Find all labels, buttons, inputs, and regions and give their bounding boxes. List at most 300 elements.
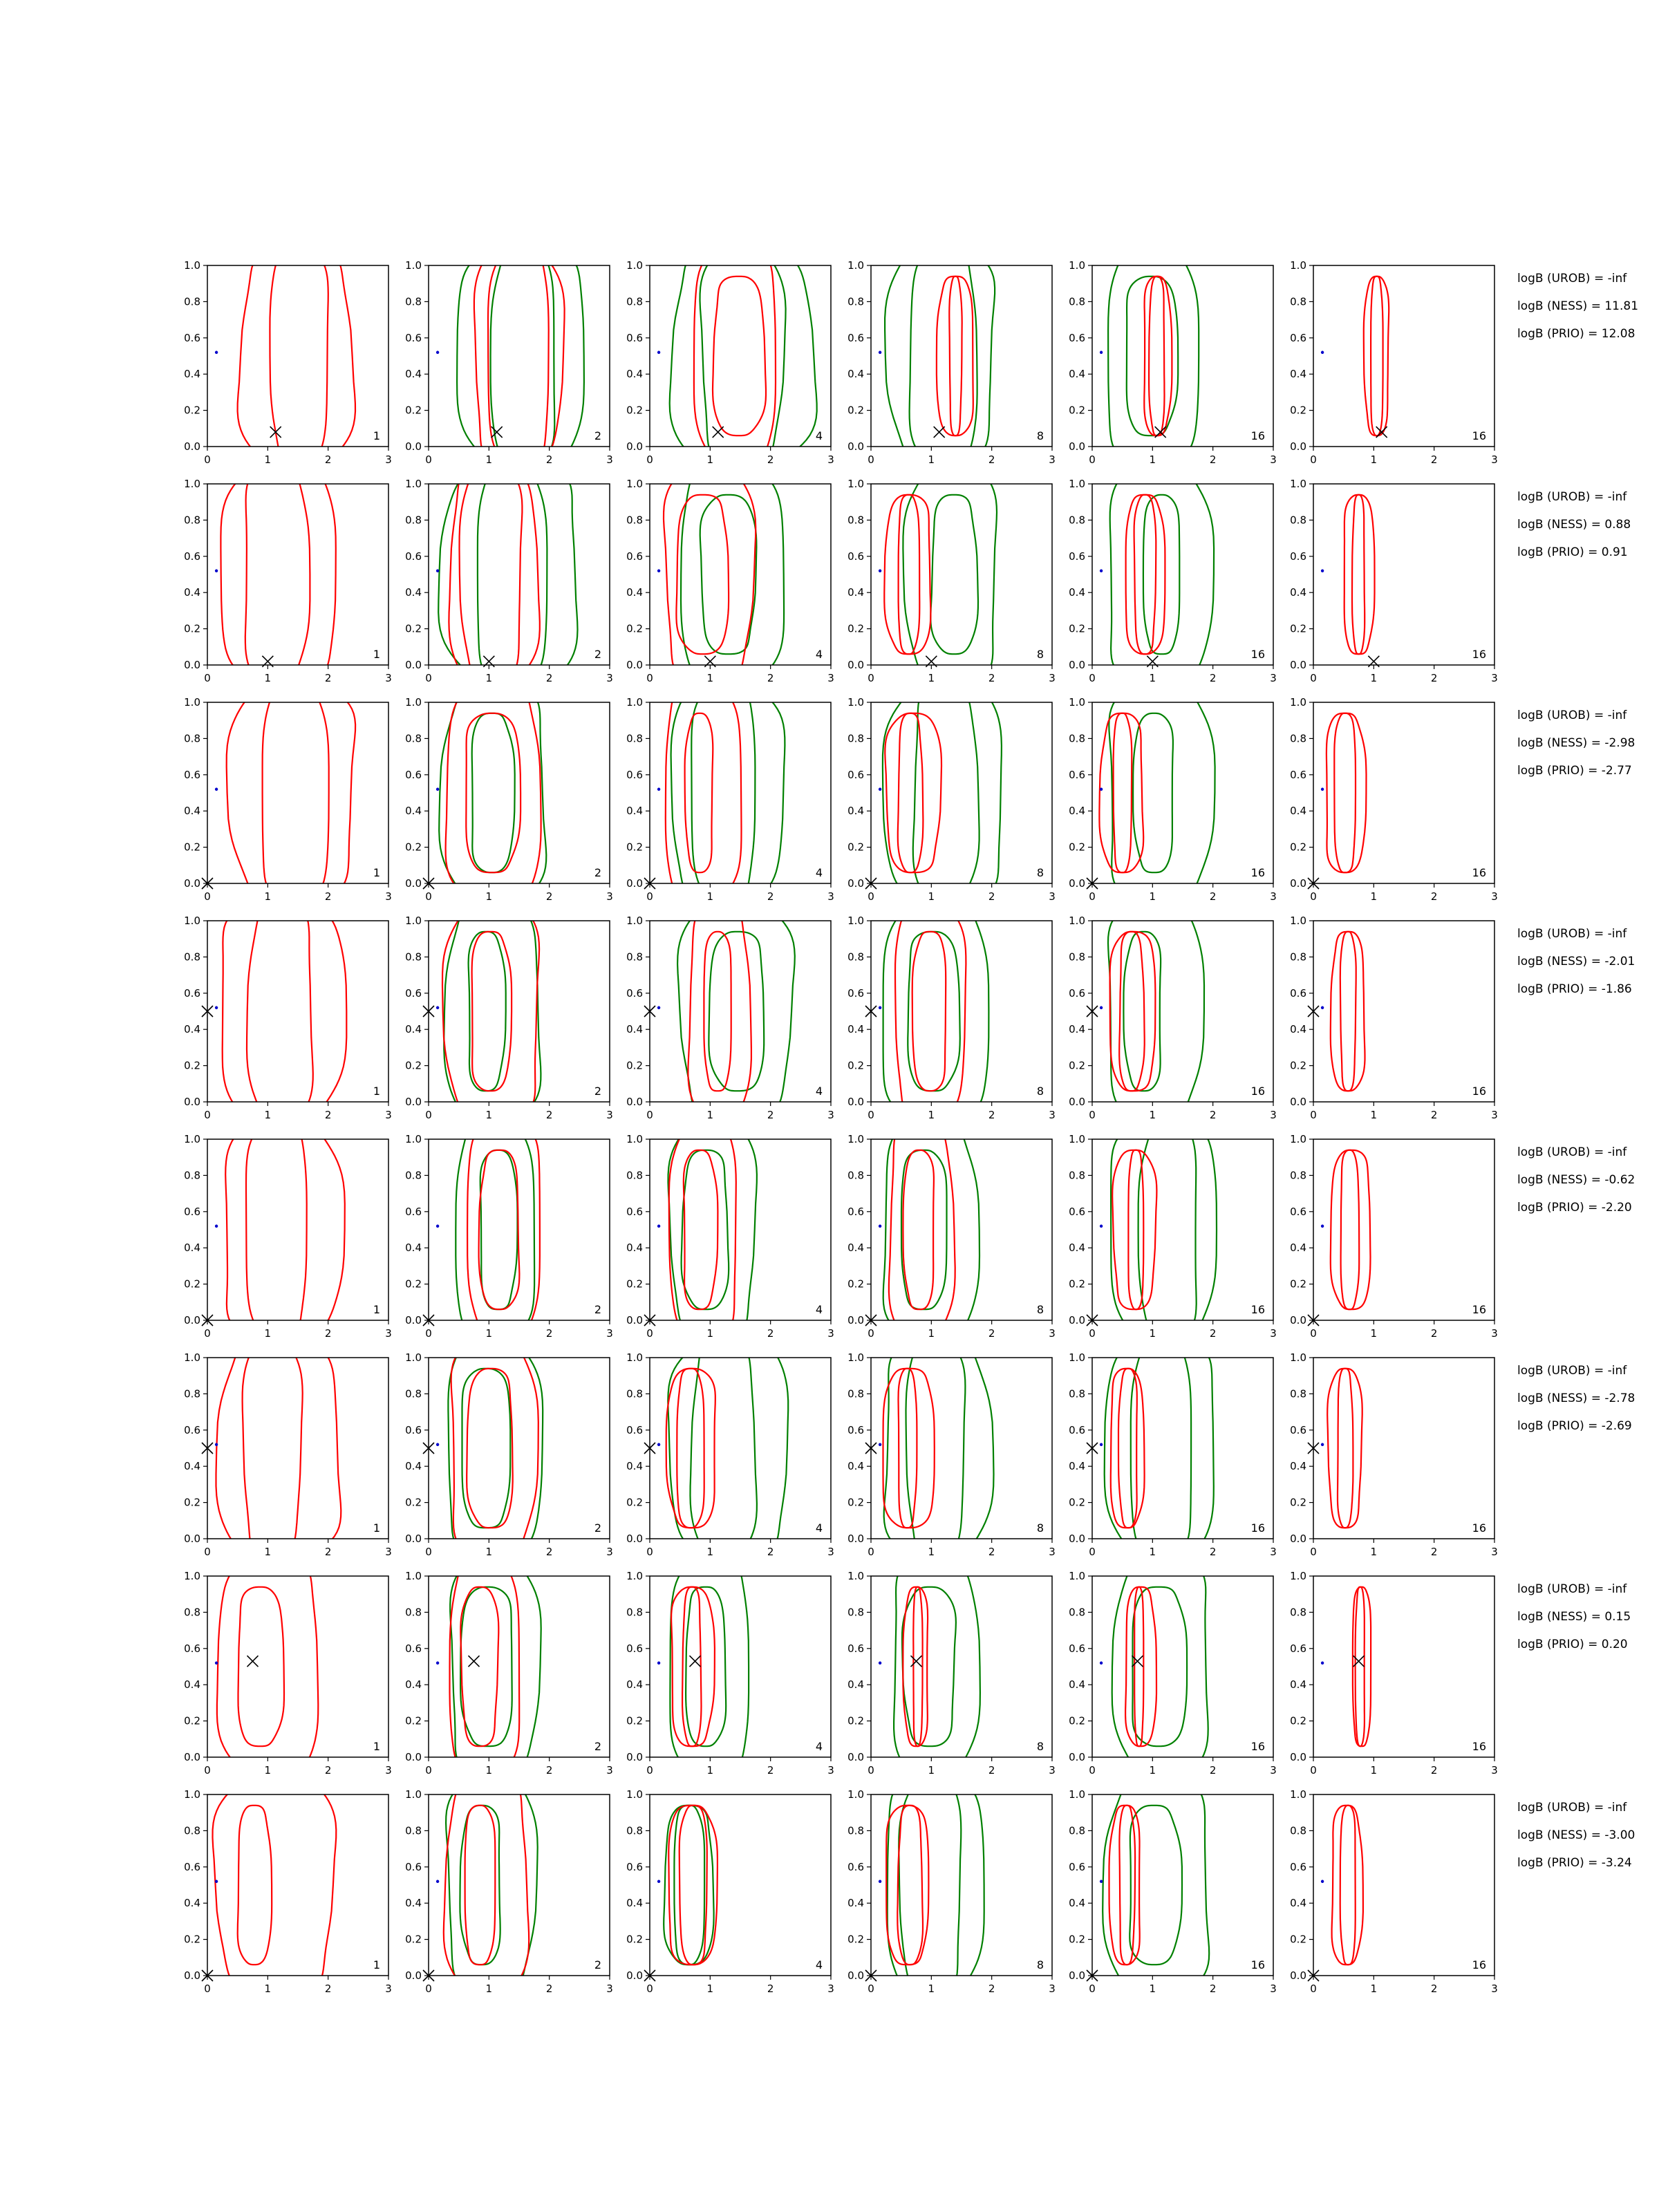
x-tick-label: 1 (1370, 1327, 1378, 1340)
y-tick-label: 1.0 (1069, 696, 1085, 709)
y-tick-label: 0.8 (1290, 950, 1306, 964)
green-contour (885, 244, 995, 469)
plot-area (879, 1555, 980, 1779)
marker-x (1132, 1656, 1143, 1667)
x-tick-label: 0 (425, 453, 432, 466)
x-tick-label: 2 (1209, 672, 1217, 684)
y-tick-label: 0.2 (184, 1496, 200, 1509)
panel-r4-c3 (626, 899, 834, 1124)
red-contour (1334, 713, 1356, 872)
y-tick-label: 0.6 (405, 768, 422, 781)
y-tick-label: 0.6 (1069, 1642, 1085, 1655)
y-tick-label: 1.0 (626, 696, 643, 709)
x-tick-label: 3 (385, 1327, 392, 1340)
panel-r6-c2 (405, 1336, 613, 1561)
panel-label: 1 (373, 648, 380, 661)
y-tick-label: 0.0 (405, 877, 422, 890)
red-contour (895, 899, 966, 1124)
plot-area (436, 899, 541, 1124)
y-tick-label: 0.8 (626, 1387, 643, 1400)
green-contour (930, 495, 978, 654)
red-contour (221, 462, 335, 687)
x-tick-label: 0 (646, 1109, 653, 1121)
x-tick-label: 3 (1049, 453, 1056, 466)
x-tick-label: 1 (928, 672, 935, 684)
y-tick-label: 1.0 (1290, 1788, 1306, 1801)
plot-area (657, 244, 817, 469)
bayes-factor-annotation: logB (PRIO) = 0.91 (1517, 545, 1628, 559)
y-tick-label: 0.0 (184, 1096, 200, 1108)
x-tick-label: 0 (1310, 1109, 1317, 1121)
panel-r5-c3 (626, 1118, 834, 1342)
y-tick-label: 0.2 (847, 1059, 864, 1072)
red-contour (238, 1806, 272, 1965)
red-contour (446, 681, 541, 906)
x-tick-label: 0 (646, 453, 653, 466)
x-tick-label: 2 (1209, 1327, 1217, 1340)
y-tick-label: 0.4 (184, 1460, 200, 1473)
panel-r2-c1 (184, 462, 392, 687)
y-tick-label: 0.6 (1290, 1642, 1306, 1655)
panel-label: 1 (373, 1958, 380, 1971)
y-tick-label: 0.0 (1290, 1751, 1306, 1763)
y-tick-label: 0.6 (1290, 331, 1306, 344)
panel-label: 16 (1472, 1303, 1486, 1316)
x-tick-label: 2 (324, 1109, 332, 1121)
panel-label: 2 (594, 1521, 601, 1535)
x-tick-label: 3 (606, 890, 613, 903)
plot-area (436, 1773, 538, 1998)
bayes-factor-annotation: logB (UROB) = -inf (1517, 272, 1627, 285)
y-tick-label: 0.8 (405, 950, 422, 964)
data-point (879, 570, 881, 572)
y-tick-label: 0.8 (1290, 1387, 1306, 1400)
x-tick-label: 0 (1310, 1764, 1317, 1777)
y-tick-label: 0.6 (405, 550, 422, 563)
bayes-factor-annotation: logB (UROB) = -inf (1517, 1582, 1627, 1596)
x-tick-label: 2 (1209, 1546, 1217, 1558)
x-tick-label: 1 (264, 1764, 272, 1777)
x-tick-label: 2 (324, 1764, 332, 1777)
panel-r6-c1 (184, 1336, 392, 1561)
data-point (1321, 1006, 1324, 1009)
data-point (879, 351, 881, 354)
panel-r1-c1 (184, 244, 392, 469)
y-tick-label: 0.4 (626, 1241, 643, 1255)
x-tick-label: 3 (1270, 1109, 1277, 1121)
x-tick-label: 3 (1491, 1546, 1498, 1558)
y-tick-label: 0.4 (405, 1897, 422, 1910)
data-point (1321, 351, 1324, 354)
x-tick-label: 1 (1370, 890, 1378, 903)
y-tick-label: 0.6 (184, 1205, 200, 1218)
axes-frame (207, 1576, 388, 1757)
x-tick-label: 1 (485, 453, 493, 466)
y-tick-label: 0.2 (405, 622, 422, 635)
y-tick-label: 0.2 (184, 622, 200, 635)
x-tick-label: 1 (706, 1109, 714, 1121)
x-tick-label: 2 (545, 1764, 553, 1777)
panel-label: 16 (1250, 1521, 1265, 1535)
y-tick-label: 0.6 (184, 768, 200, 781)
x-tick-label: 3 (385, 1764, 392, 1777)
x-tick-label: 0 (204, 453, 211, 466)
y-tick-label: 0.8 (1069, 732, 1085, 745)
y-tick-label: 0.4 (847, 1023, 864, 1036)
data-point (1321, 1225, 1324, 1228)
y-tick-label: 0.2 (847, 1496, 864, 1509)
y-tick-label: 0.2 (1069, 1933, 1085, 1946)
x-tick-label: 3 (1491, 1983, 1498, 1995)
x-tick-label: 3 (1491, 672, 1498, 684)
x-tick-label: 2 (1430, 890, 1438, 903)
green-contour (677, 899, 795, 1124)
x-tick-label: 3 (606, 1764, 613, 1777)
y-tick-label: 0.4 (1069, 1460, 1085, 1473)
marker-x (247, 1656, 259, 1667)
bayes-factor-annotation: logB (PRIO) = -1.86 (1517, 982, 1632, 996)
red-contour (245, 462, 310, 687)
y-tick-label: 0.8 (405, 1169, 422, 1182)
x-tick-label: 3 (827, 1546, 834, 1558)
panel-r6-c3 (626, 1336, 834, 1561)
axes-frame (207, 1794, 388, 1976)
y-tick-label: 0.8 (847, 295, 864, 308)
red-contour (713, 276, 766, 435)
red-contour (213, 1773, 337, 1998)
y-tick-label: 0.0 (1069, 1969, 1085, 1982)
y-tick-label: 0.4 (405, 368, 422, 381)
panel-r3-c5 (1069, 681, 1277, 906)
y-tick-label: 0.4 (847, 1241, 864, 1255)
y-tick-label: 0.0 (405, 1751, 422, 1763)
y-tick-label: 0.0 (405, 1096, 422, 1108)
y-tick-label: 0.2 (626, 1933, 643, 1946)
x-tick-label: 3 (827, 1764, 834, 1777)
y-tick-label: 0.0 (1069, 1533, 1085, 1545)
green-contour (478, 462, 547, 687)
y-tick-label: 0.8 (184, 950, 200, 964)
x-tick-label: 0 (204, 1327, 211, 1340)
data-point (1100, 1662, 1103, 1665)
x-tick-label: 0 (868, 890, 874, 903)
y-tick-label: 0.8 (1069, 1169, 1085, 1182)
red-contour (465, 1806, 496, 1965)
x-tick-label: 1 (1149, 1327, 1156, 1340)
y-tick-label: 0.4 (1069, 1023, 1085, 1036)
panel-label: 8 (1036, 1958, 1044, 1971)
panel-r2-c6 (1290, 478, 1498, 684)
panel-r5-c4 (847, 1118, 1056, 1342)
y-tick-label: 1.0 (184, 915, 200, 927)
x-tick-label: 2 (1430, 453, 1438, 466)
marker-x (911, 1656, 922, 1667)
y-tick-label: 0.2 (1290, 1714, 1306, 1727)
y-tick-label: 0.6 (626, 1423, 643, 1436)
x-tick-label: 1 (485, 1109, 493, 1121)
y-tick-label: 0.8 (405, 1606, 422, 1619)
x-tick-label: 3 (1049, 672, 1056, 684)
panel-label: 4 (815, 1521, 823, 1535)
y-tick-label: 0.8 (1069, 295, 1085, 308)
x-tick-label: 2 (767, 1327, 774, 1340)
x-tick-label: 1 (264, 1109, 272, 1121)
green-contour (480, 1150, 518, 1309)
red-contour (884, 495, 930, 654)
panel-r2-c3 (626, 462, 834, 687)
y-tick-label: 0.0 (626, 1314, 643, 1327)
panel-label: 2 (594, 1085, 601, 1098)
panel-label: 16 (1472, 866, 1486, 879)
y-tick-label: 0.0 (1069, 1751, 1085, 1763)
x-tick-label: 3 (385, 672, 392, 684)
red-contour (1128, 1150, 1143, 1309)
x-tick-label: 0 (1089, 1327, 1096, 1340)
y-tick-label: 1.0 (626, 915, 643, 927)
y-tick-label: 1.0 (405, 915, 422, 927)
y-tick-label: 0.6 (184, 986, 200, 1000)
panel-r8-c2 (405, 1773, 613, 1998)
data-point (1100, 1880, 1103, 1883)
x-tick-label: 2 (324, 1327, 332, 1340)
y-tick-label: 0.4 (1290, 805, 1306, 818)
y-tick-label: 0.2 (405, 1496, 422, 1509)
y-tick-label: 1.0 (184, 696, 200, 709)
x-tick-label: 1 (1370, 672, 1378, 684)
x-tick-label: 2 (545, 453, 553, 466)
y-tick-label: 1.0 (1290, 915, 1306, 927)
y-tick-label: 0.8 (184, 1169, 200, 1182)
green-contour (469, 932, 506, 1091)
x-tick-label: 1 (928, 1546, 935, 1558)
y-tick-label: 0.2 (626, 1714, 643, 1727)
panel-label: 8 (1036, 648, 1044, 661)
data-point (436, 1662, 439, 1665)
y-tick-label: 0.4 (405, 1460, 422, 1473)
plot-area (1321, 1369, 1362, 1528)
x-tick-label: 0 (646, 1546, 653, 1558)
axes-frame (650, 265, 831, 447)
y-tick-label: 0.2 (1290, 1496, 1306, 1509)
data-point (215, 1443, 218, 1446)
bayes-factor-annotation: logB (NESS) = -3.00 (1517, 1828, 1635, 1842)
x-tick-label: 2 (545, 1327, 553, 1340)
y-tick-label: 1.0 (405, 1788, 422, 1801)
y-tick-label: 1.0 (405, 259, 422, 272)
red-contour (1371, 276, 1383, 435)
y-tick-label: 0.4 (184, 586, 200, 599)
y-tick-label: 0.8 (1069, 950, 1085, 964)
panel-label: 8 (1036, 1740, 1044, 1753)
y-tick-label: 1.0 (184, 1788, 200, 1801)
x-tick-label: 3 (1491, 890, 1498, 903)
marker-x (469, 1656, 480, 1667)
green-contour (1132, 1587, 1187, 1746)
y-tick-label: 0.0 (1290, 1314, 1306, 1327)
x-tick-label: 1 (706, 1327, 714, 1340)
y-tick-label: 1.0 (184, 259, 200, 272)
y-tick-label: 0.6 (847, 1205, 864, 1218)
panel-label: 4 (815, 1958, 823, 1971)
x-tick-label: 0 (1310, 672, 1317, 684)
y-tick-label: 0.6 (847, 986, 864, 1000)
x-tick-label: 2 (988, 1109, 995, 1121)
y-tick-label: 1.0 (1290, 1351, 1306, 1364)
x-tick-label: 2 (324, 672, 332, 684)
x-tick-label: 0 (204, 672, 211, 684)
x-tick-label: 0 (646, 890, 653, 903)
x-tick-label: 3 (606, 1983, 613, 1995)
x-tick-label: 0 (204, 1764, 211, 1777)
y-tick-label: 0.6 (184, 1423, 200, 1436)
data-point (879, 1225, 881, 1228)
y-tick-label: 0.2 (405, 841, 422, 854)
x-tick-label: 1 (928, 1764, 935, 1777)
bayes-factor-annotation: logB (PRIO) = -2.20 (1517, 1201, 1632, 1215)
y-tick-label: 1.0 (1290, 1133, 1306, 1145)
y-tick-label: 0.8 (847, 1606, 864, 1619)
x-tick-label: 0 (425, 1327, 432, 1340)
y-tick-label: 0.6 (184, 550, 200, 563)
y-tick-label: 0.0 (1290, 440, 1306, 453)
bayes-factor-annotation: logB (NESS) = 0.88 (1517, 518, 1631, 532)
axes-frame (429, 1358, 610, 1539)
red-contour (460, 1587, 498, 1746)
y-tick-label: 0.4 (184, 1678, 200, 1691)
y-tick-label: 0.8 (1290, 732, 1306, 745)
y-tick-label: 0.6 (626, 986, 643, 1000)
data-point (1321, 1880, 1324, 1883)
x-tick-label: 1 (1370, 1109, 1378, 1121)
y-tick-label: 0.6 (1290, 1205, 1306, 1218)
y-tick-label: 1.0 (1069, 1133, 1085, 1145)
panel-label: 16 (1250, 1303, 1265, 1316)
y-tick-label: 0.4 (1069, 1678, 1085, 1691)
bayes-factor-annotation: logB (NESS) = 0.15 (1517, 1610, 1631, 1624)
red-contour (682, 1587, 701, 1746)
panel-r1-c2 (405, 244, 613, 469)
red-contour (694, 244, 776, 469)
axes-frame (650, 921, 831, 1102)
data-point (657, 1880, 660, 1883)
red-contour (1364, 276, 1389, 435)
red-contour (1331, 1150, 1371, 1309)
x-tick-label: 1 (1149, 890, 1156, 903)
bayes-factor-annotation: logB (NESS) = -2.01 (1517, 955, 1635, 968)
x-tick-label: 0 (425, 890, 432, 903)
y-tick-label: 1.0 (1069, 915, 1085, 927)
bayes-factor-annotation: logB (PRIO) = 0.20 (1517, 1638, 1628, 1651)
y-tick-label: 0.0 (405, 1533, 422, 1545)
green-contour (1138, 1118, 1197, 1342)
y-tick-label: 0.0 (405, 440, 422, 453)
y-tick-label: 0.2 (847, 841, 864, 854)
x-tick-label: 1 (485, 672, 493, 684)
red-contour (1340, 1806, 1356, 1965)
red-contour (1114, 713, 1132, 872)
panel-label: 16 (1472, 648, 1486, 661)
y-tick-label: 0.0 (847, 1314, 864, 1327)
green-contour (670, 1555, 749, 1779)
panel-label: 1 (373, 429, 380, 442)
x-tick-label: 3 (606, 1546, 613, 1558)
green-contour (1108, 899, 1204, 1124)
y-tick-label: 0.4 (184, 1241, 200, 1255)
red-contour (238, 1587, 285, 1746)
x-tick-label: 2 (324, 453, 332, 466)
y-tick-label: 0.0 (1069, 1314, 1085, 1327)
y-tick-label: 0.6 (405, 1423, 422, 1436)
y-tick-label: 0.0 (626, 1096, 643, 1108)
x-tick-label: 2 (988, 453, 995, 466)
red-contour (466, 713, 521, 872)
green-contour (1133, 713, 1173, 872)
data-point (436, 788, 439, 791)
y-tick-label: 0.6 (847, 550, 864, 563)
y-tick-label: 0.0 (184, 1751, 200, 1763)
y-tick-label: 0.2 (184, 841, 200, 854)
y-tick-label: 0.8 (847, 732, 864, 745)
marker-x (491, 427, 503, 438)
data-point (215, 1225, 218, 1228)
panel-r7-c2 (405, 1555, 613, 1779)
bayes-factor-annotation: logB (PRIO) = -2.69 (1517, 1419, 1632, 1433)
y-tick-label: 0.4 (626, 1460, 643, 1473)
x-tick-label: 1 (928, 890, 935, 903)
y-tick-label: 1.0 (1290, 478, 1306, 490)
red-contour (1112, 1150, 1156, 1309)
y-tick-label: 0.4 (184, 368, 200, 381)
axes-frame (207, 702, 388, 883)
red-contour (897, 1806, 923, 1965)
y-tick-label: 1.0 (626, 1133, 643, 1145)
x-tick-label: 2 (545, 890, 553, 903)
x-tick-label: 1 (485, 1983, 493, 1995)
bayes-factor-annotation: logB (NESS) = 11.81 (1517, 299, 1639, 313)
red-contour (1338, 1369, 1353, 1528)
y-tick-label: 0.4 (847, 368, 864, 381)
x-tick-label: 2 (1430, 1546, 1438, 1558)
data-point (657, 788, 660, 791)
y-tick-label: 0.4 (405, 1241, 422, 1255)
data-point (215, 788, 218, 791)
y-tick-label: 0.0 (1290, 877, 1306, 890)
panel-label: 16 (1250, 866, 1265, 879)
plot-area (879, 1336, 994, 1561)
plot-area (436, 462, 578, 687)
y-tick-label: 0.4 (626, 805, 643, 818)
plot-area (1321, 713, 1367, 872)
plot-area (1100, 244, 1199, 469)
x-tick-label: 2 (988, 1546, 995, 1558)
y-tick-label: 0.4 (1290, 586, 1306, 599)
x-tick-label: 3 (827, 1983, 834, 1995)
green-contour (883, 681, 1002, 906)
y-tick-label: 0.0 (847, 1751, 864, 1763)
data-point (215, 570, 218, 572)
y-tick-label: 0.6 (847, 331, 864, 344)
plot-area (879, 462, 997, 687)
x-tick-label: 1 (706, 1983, 714, 1995)
red-contour (1327, 1369, 1362, 1528)
x-tick-label: 0 (868, 453, 874, 466)
panel-r8-c5 (1069, 1773, 1277, 1998)
plot-area (879, 1773, 984, 1998)
x-tick-label: 1 (928, 1109, 935, 1121)
x-tick-label: 0 (1089, 1983, 1096, 1995)
x-tick-label: 1 (1149, 1983, 1156, 1995)
y-tick-label: 0.2 (405, 404, 422, 417)
